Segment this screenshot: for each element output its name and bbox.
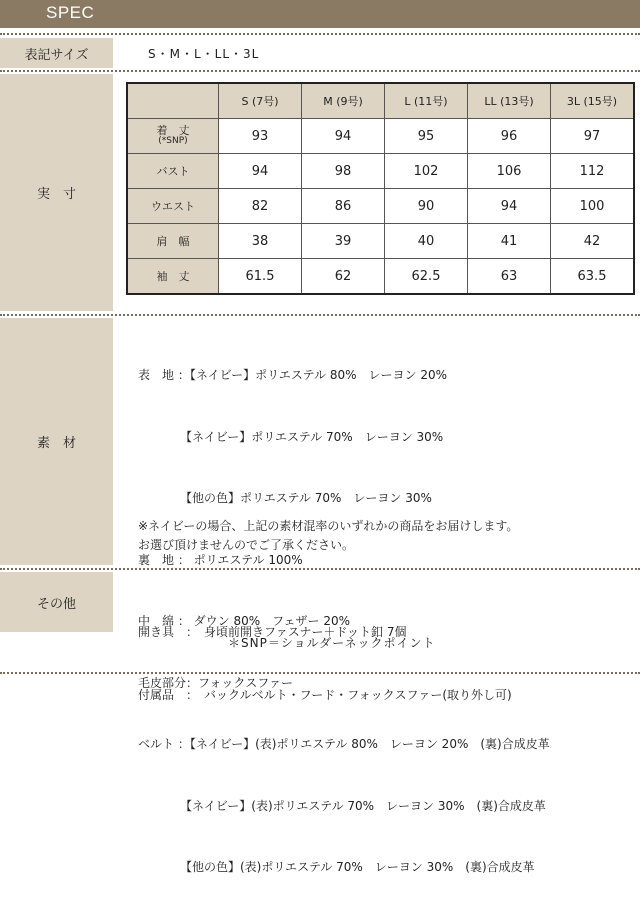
- table-cell: 94: [219, 154, 302, 189]
- table-cell: 100: [551, 189, 635, 224]
- row-header: 肩 幅: [127, 224, 219, 259]
- table-cell: 86: [302, 189, 385, 224]
- table-cell: 62.5: [385, 259, 468, 295]
- divider: [0, 568, 640, 570]
- table-cell: 62: [302, 259, 385, 295]
- column-header: LL (13号): [468, 83, 551, 119]
- row-header: [127, 119, 219, 154]
- other-line: 開き具 ： 身頃前開きファスナー＋ドット釦 7個: [138, 625, 407, 639]
- column-header: L (11号): [385, 83, 468, 119]
- divider: [0, 672, 640, 674]
- size-table: [126, 82, 635, 295]
- other-label: その他: [0, 572, 113, 632]
- table-cell: 63: [468, 259, 551, 295]
- table-cell: 90: [385, 189, 468, 224]
- table-cell: 40: [385, 224, 468, 259]
- spec-header: [0, 0, 640, 28]
- table-cell: 102: [385, 154, 468, 189]
- material-line: 【他の色】ポリエステル 70% レーヨン 30%: [138, 491, 432, 505]
- table-corner-cell: [127, 83, 219, 119]
- footnote: ＊SNP＝ショルダーネックポイント: [228, 636, 436, 650]
- material-line: ベルト ：【ネイビー】(表)ポリエステル 80% レーヨン 20% (裏)合成皮革: [138, 737, 550, 751]
- table-cell: 94: [468, 189, 551, 224]
- table-cell: 38: [219, 224, 302, 259]
- table-cell: 82: [219, 189, 302, 224]
- divider: [0, 33, 640, 35]
- spec-title: SPEC: [46, 3, 95, 22]
- size-label: 表記サイズ: [0, 38, 113, 68]
- table-cell: 61.5: [219, 259, 302, 295]
- measure-label: 実 寸: [0, 74, 113, 311]
- material-line: 表 地 ：【ネイビー】ポリエステル 80% レーヨン 20%: [138, 368, 447, 382]
- table-row: [127, 259, 634, 295]
- row-header-name: 着 丈: [156, 124, 190, 137]
- table-cell: 94: [302, 119, 385, 154]
- material-line: 【他の色】(表)ポリエステル 70% レーヨン 30% (裏)合成皮革: [138, 860, 535, 874]
- material-note-line: お選び頂けませんのでご了承ください。: [138, 538, 355, 552]
- table-cell: 95: [385, 119, 468, 154]
- table-cell: 42: [551, 224, 635, 259]
- table-cell: 39: [302, 224, 385, 259]
- table-cell: 106: [468, 154, 551, 189]
- material-line: 中 綿 ： ダウン 80% フェザー 20%: [138, 614, 351, 628]
- row-header: バスト: [127, 154, 219, 189]
- table-cell: 98: [302, 154, 385, 189]
- column-header: M (9号): [302, 83, 385, 119]
- table-row: [127, 154, 634, 189]
- table-header-row: [127, 83, 634, 119]
- table-cell: 96: [468, 119, 551, 154]
- row-header: 袖 丈: [127, 259, 219, 295]
- measure-row: [0, 74, 640, 311]
- row-header-sub: (*SNP): [158, 136, 188, 146]
- table-row: [127, 119, 634, 154]
- material-label: 素 材: [0, 318, 113, 565]
- table-row: [127, 189, 634, 224]
- column-header: S (7号): [219, 83, 302, 119]
- divider: [0, 70, 640, 72]
- row-header: ウエスト: [127, 189, 219, 224]
- other-lines: [138, 580, 512, 748]
- material-line: 【ネイビー】ポリエステル 70% レーヨン 30%: [138, 429, 444, 444]
- size-row: [0, 38, 640, 68]
- material-note: [138, 517, 518, 555]
- table-cell: 63.5: [551, 259, 635, 295]
- table-cell: 97: [551, 119, 635, 154]
- table-cell: 93: [219, 119, 302, 154]
- material-line: 【ネイビー】(表)ポリエステル 70% レーヨン 30% (裏)合成皮革: [138, 798, 546, 813]
- table-cell: 41: [468, 224, 551, 259]
- other-line: 付属品 ： バックルベルト・フード・フォックスファー(取り外し可): [138, 688, 512, 702]
- divider: [0, 314, 640, 316]
- column-header: 3L (15号): [551, 83, 635, 119]
- material-line: 裏 地 ： ポリエステル 100%: [138, 552, 303, 567]
- material-note-line: ※ネイビーの場合、上記の素材混率のいずれかの商品をお届けします。: [138, 519, 519, 533]
- material-line: 毛皮部分：フォックスファー: [138, 675, 294, 690]
- table-cell: 112: [551, 154, 635, 189]
- size-value: S・M・L・LL・3L: [148, 47, 260, 61]
- table-row: [127, 224, 634, 259]
